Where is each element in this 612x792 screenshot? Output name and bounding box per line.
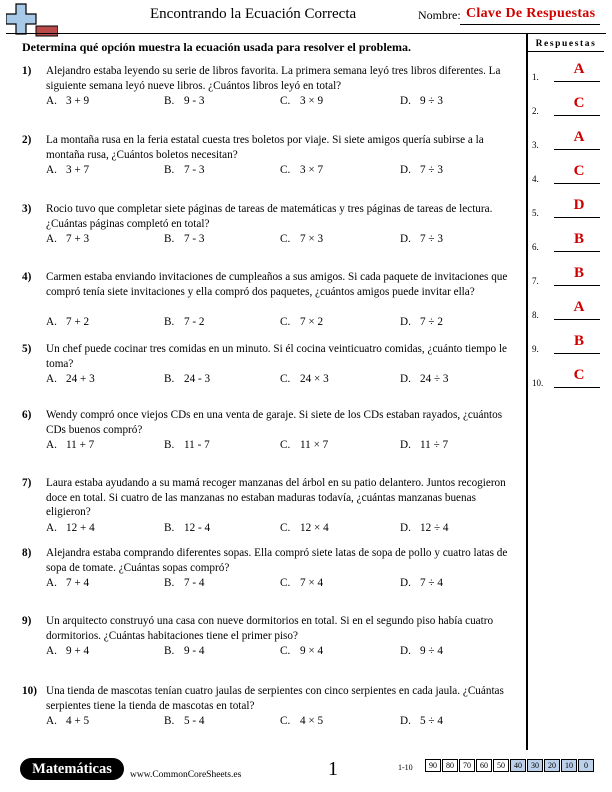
answer-options bbox=[46, 644, 516, 658]
answer-key-title: Respuestas bbox=[535, 39, 597, 49]
answer-row bbox=[532, 194, 602, 220]
answer-option bbox=[164, 372, 210, 387]
answer-blank-line bbox=[554, 149, 600, 150]
question-number: 7) bbox=[22, 477, 32, 489]
question-text: Carmen estaba enviando invitaciones de cumpleaños a sus amigos. Si cada paquete de invitaciones que compró tenía siete invitaciones y ella compró dos paquetes, ¿cuántos amigos puede invitar ella? bbox=[46, 271, 508, 298]
score-cell: 80 bbox=[442, 759, 458, 772]
answer-option bbox=[46, 521, 95, 536]
option-letter: B. bbox=[164, 439, 175, 451]
answer-number: 6. bbox=[532, 242, 539, 252]
option-letter: C. bbox=[280, 233, 291, 245]
answer-option bbox=[280, 644, 323, 659]
answer-blank-line bbox=[554, 319, 600, 320]
answer-options bbox=[46, 372, 516, 386]
answer-options bbox=[46, 521, 516, 535]
option-letter: A. bbox=[46, 439, 57, 451]
option-letter: A. bbox=[46, 715, 57, 727]
option-expression: 24 + 3 bbox=[66, 373, 95, 385]
option-letter: A. bbox=[46, 164, 57, 176]
answer-option bbox=[400, 315, 443, 330]
option-letter: D. bbox=[400, 715, 411, 727]
score-cell: 60 bbox=[476, 759, 492, 772]
answer-option bbox=[400, 372, 449, 387]
answer-letter: B bbox=[573, 333, 584, 349]
answer-key-title-divider bbox=[528, 51, 604, 52]
score-cell: 0 bbox=[578, 759, 594, 772]
option-expression: 3 × 7 bbox=[300, 164, 324, 176]
answer-option bbox=[400, 232, 443, 247]
answer-option bbox=[400, 163, 443, 178]
answer-row bbox=[532, 228, 602, 254]
option-letter: C. bbox=[280, 577, 291, 589]
answer-option bbox=[280, 232, 323, 247]
option-letter: A. bbox=[46, 645, 57, 657]
score-range: 1-10 bbox=[398, 763, 413, 772]
answer-option bbox=[46, 714, 89, 729]
header-divider bbox=[6, 33, 606, 34]
question-number: 3) bbox=[22, 203, 32, 215]
option-expression: 7 ÷ 3 bbox=[420, 233, 443, 245]
option-expression: 9 ÷ 4 bbox=[420, 645, 443, 657]
answer-letter: A bbox=[573, 61, 585, 77]
option-expression: 7 × 2 bbox=[300, 315, 324, 328]
option-expression: 5 ÷ 4 bbox=[420, 715, 443, 727]
option-letter: C. bbox=[280, 439, 291, 451]
option-expression: 7 × 4 bbox=[300, 577, 324, 589]
option-letter: D. bbox=[400, 95, 411, 107]
option-letter: B. bbox=[164, 95, 175, 107]
option-expression: 9 × 4 bbox=[300, 645, 324, 657]
answer-blank-line bbox=[554, 217, 600, 218]
answer-option bbox=[46, 232, 89, 247]
option-letter: A. bbox=[46, 315, 57, 328]
answer-option bbox=[164, 714, 205, 729]
answer-blank-line bbox=[554, 285, 600, 286]
answer-row bbox=[532, 364, 602, 390]
option-letter: C. bbox=[280, 315, 291, 328]
answer-row bbox=[532, 330, 602, 356]
answer-number: 7. bbox=[532, 276, 539, 286]
answer-number: 9. bbox=[532, 344, 539, 354]
option-expression: 7 ÷ 3 bbox=[420, 164, 443, 176]
answer-number: 4. bbox=[532, 174, 539, 184]
answer-option bbox=[280, 714, 323, 729]
question-number: 4) bbox=[22, 271, 32, 283]
option-expression: 11 × 7 bbox=[300, 439, 329, 451]
answer-option bbox=[164, 438, 210, 453]
option-letter: D. bbox=[400, 373, 411, 385]
answer-blank-line bbox=[554, 387, 600, 388]
page-title: Encontrando la Ecuación Correcta bbox=[150, 6, 357, 22]
question-text: Un arquitecto construyó una casa con nueve dormitorios en total. Si en el segundo piso había cuatro dormitorios. ¿Cuántas habitaciones tiene el primer piso? bbox=[46, 615, 494, 642]
answer-letter: A bbox=[573, 129, 585, 145]
option-letter: A. bbox=[46, 233, 57, 245]
option-letter: C. bbox=[280, 164, 291, 176]
option-expression: 7 ÷ 2 bbox=[420, 315, 443, 328]
question-number: 2) bbox=[22, 134, 32, 146]
option-expression: 9 ÷ 3 bbox=[420, 95, 443, 107]
answer-letter: C bbox=[573, 163, 585, 179]
answer-number: 1. bbox=[532, 72, 539, 82]
option-letter: A. bbox=[46, 95, 57, 107]
option-letter: B. bbox=[164, 164, 175, 176]
answer-blank-line bbox=[554, 251, 600, 252]
option-expression: 3 + 9 bbox=[66, 95, 90, 107]
answer-number: 3. bbox=[532, 140, 539, 150]
name-value: Clave De Respuestas bbox=[466, 6, 596, 21]
option-letter: A. bbox=[46, 577, 57, 589]
answer-option bbox=[400, 438, 448, 453]
option-expression: 11 ÷ 7 bbox=[420, 439, 449, 451]
answer-option bbox=[280, 163, 323, 178]
answer-options bbox=[46, 315, 516, 329]
option-expression: 5 - 4 bbox=[184, 715, 205, 727]
option-letter: C. bbox=[280, 521, 291, 534]
option-expression: 24 - 3 bbox=[184, 373, 211, 385]
answer-number: 10. bbox=[532, 378, 544, 388]
option-letter: C. bbox=[280, 373, 291, 385]
option-letter: B. bbox=[164, 521, 175, 534]
answer-option bbox=[400, 644, 443, 659]
question-number: 10) bbox=[22, 685, 37, 697]
answer-option bbox=[46, 372, 95, 387]
answer-blank-line bbox=[554, 353, 600, 354]
option-expression: 7 ÷ 4 bbox=[420, 577, 443, 589]
option-expression: 3 + 7 bbox=[66, 164, 90, 176]
option-letter: C. bbox=[280, 645, 291, 657]
answer-option bbox=[46, 438, 94, 453]
option-expression: 12 - 4 bbox=[184, 521, 211, 534]
answer-options bbox=[46, 714, 516, 728]
score-strip bbox=[424, 759, 594, 771]
option-letter: D. bbox=[400, 233, 411, 245]
answer-blank-line bbox=[554, 115, 600, 116]
answer-option bbox=[280, 438, 328, 453]
option-expression: 3 × 9 bbox=[300, 95, 324, 107]
option-letter: B. bbox=[164, 645, 175, 657]
answer-option bbox=[164, 163, 205, 178]
option-letter: D. bbox=[400, 164, 411, 176]
score-cell: 20 bbox=[544, 759, 560, 772]
answer-number: 5. bbox=[532, 208, 539, 218]
answer-row bbox=[532, 160, 602, 186]
option-letter: B. bbox=[164, 315, 175, 328]
answer-blank-line bbox=[554, 81, 600, 82]
question-text: Wendy compró once viejos CDs en una venta de garaje. Si siete de los CDs estaban rayados, ¿cuántos CDs buenos compró? bbox=[46, 409, 503, 436]
answer-options bbox=[46, 94, 516, 108]
option-expression: 7 + 3 bbox=[66, 233, 90, 245]
question-text: Un chef puede cocinar tres comidas en un minuto. Si él cocina veinticuatro comidas, ¿cuánto tiempo le toma? bbox=[46, 343, 508, 370]
answer-option bbox=[400, 576, 443, 591]
instructions: Determina qué opción muestra la ecuación usada para resolver el problema. bbox=[22, 40, 411, 54]
answer-option bbox=[164, 576, 205, 591]
option-letter: D. bbox=[400, 439, 411, 451]
answer-option bbox=[164, 644, 205, 659]
answer-option bbox=[280, 94, 323, 109]
score-cell: 90 bbox=[425, 759, 441, 772]
option-expression: 7 - 2 bbox=[184, 315, 205, 328]
answer-option bbox=[164, 315, 205, 330]
answer-option bbox=[280, 521, 329, 536]
answer-row bbox=[532, 296, 602, 322]
answer-letter: A bbox=[573, 299, 585, 315]
score-cell: 30 bbox=[527, 759, 543, 772]
brand-badge: Matemáticas bbox=[20, 758, 124, 780]
answer-option bbox=[400, 714, 443, 729]
answer-letter: B bbox=[573, 265, 584, 281]
option-letter: A. bbox=[46, 521, 57, 534]
option-letter: D. bbox=[400, 577, 411, 589]
question-text: Alejandro estaba leyendo su serie de libros favorita. La primera semana leyó tres libros diferentes. La siguiente semana leyó nueve libros. ¿Cuántos libros leyó en total? bbox=[46, 65, 501, 92]
option-expression: 7 × 3 bbox=[300, 233, 324, 245]
answer-number: 2. bbox=[532, 106, 539, 116]
option-expression: 24 × 3 bbox=[300, 373, 329, 385]
answer-option bbox=[400, 94, 443, 109]
question-number: 1) bbox=[22, 65, 32, 77]
question-text: Rocio tuvo que completar siete páginas de tareas de matemáticas y tres páginas de tareas de lectura. ¿Cuántas páginas completó en total? bbox=[46, 203, 493, 230]
option-expression: 4 + 5 bbox=[66, 715, 90, 727]
answer-row bbox=[532, 92, 602, 118]
option-expression: 9 - 3 bbox=[184, 95, 205, 107]
answer-letter: C bbox=[573, 367, 585, 383]
question-text: Una tienda de mascotas tenían cuatro jaulas de serpientes con cinco serpientes en cada jaula. ¿Cuántas serpientes tiene la tienda de mascotas en total? bbox=[46, 685, 504, 712]
answer-option bbox=[164, 232, 205, 247]
answer-options bbox=[46, 576, 516, 590]
option-letter: B. bbox=[164, 233, 175, 245]
option-letter: D. bbox=[400, 521, 411, 534]
option-letter: B. bbox=[164, 715, 175, 727]
answer-options bbox=[46, 438, 516, 452]
question-number: 9) bbox=[22, 615, 32, 627]
option-expression: 11 - 7 bbox=[184, 439, 210, 451]
option-letter: A. bbox=[46, 373, 57, 385]
answer-option bbox=[400, 521, 449, 536]
option-expression: 11 + 7 bbox=[66, 439, 95, 451]
option-letter: B. bbox=[164, 373, 175, 385]
question-number: 5) bbox=[22, 343, 32, 355]
answer-row bbox=[532, 58, 602, 84]
score-cell: 40 bbox=[510, 759, 526, 772]
answer-options bbox=[46, 163, 516, 177]
answer-option bbox=[46, 644, 89, 659]
option-expression: 7 + 2 bbox=[66, 315, 90, 328]
option-letter: C. bbox=[280, 95, 291, 107]
option-letter: D. bbox=[400, 315, 411, 328]
answer-option bbox=[46, 315, 89, 330]
plus-logo-icon bbox=[6, 2, 58, 42]
answer-option bbox=[280, 372, 329, 387]
option-expression: 12 × 4 bbox=[300, 521, 329, 534]
option-expression: 9 - 4 bbox=[184, 645, 205, 657]
score-cell: 10 bbox=[561, 759, 577, 772]
option-letter: C. bbox=[280, 715, 291, 727]
answer-options bbox=[46, 232, 516, 246]
answer-row bbox=[532, 262, 602, 288]
answer-option bbox=[280, 576, 323, 591]
answer-option bbox=[164, 521, 210, 536]
name-label: Nombre: bbox=[418, 8, 461, 22]
option-expression: 7 - 3 bbox=[184, 164, 205, 176]
option-expression: 24 ÷ 3 bbox=[420, 373, 449, 385]
answer-letter: C bbox=[573, 95, 585, 111]
option-expression: 7 - 4 bbox=[184, 577, 205, 589]
question-text: La montaña rusa en la feria estatal cuesta tres boletos por viaje. Si siete amigos quería subirse a la montaña rusa, ¿Cuántos boletos necesitan? bbox=[46, 134, 484, 161]
option-letter: D. bbox=[400, 645, 411, 657]
score-cell: 70 bbox=[459, 759, 475, 772]
site-url: www.CommonCoreSheets.es bbox=[130, 770, 242, 780]
question-number: 6) bbox=[22, 409, 32, 421]
answer-number: 8. bbox=[532, 310, 539, 320]
answer-letter: D bbox=[573, 197, 585, 213]
option-expression: 4 × 5 bbox=[300, 715, 324, 727]
option-expression: 7 + 4 bbox=[66, 577, 90, 589]
answer-option bbox=[164, 94, 205, 109]
option-expression: 9 + 4 bbox=[66, 645, 90, 657]
answer-letter: B bbox=[573, 231, 584, 247]
answer-blank-line bbox=[554, 183, 600, 184]
page-number: 1 bbox=[328, 758, 338, 780]
option-expression: 12 ÷ 4 bbox=[420, 521, 449, 534]
name-underline bbox=[460, 24, 600, 25]
score-cell: 50 bbox=[493, 759, 509, 772]
option-expression: 7 - 3 bbox=[184, 233, 205, 245]
question-text: Laura estaba ayudando a su mamá recoger manzanas del árbol en su patio delantero. Juntos recogieron doce en total. Si cuatro de las manzanas no estaban maduras todavía, ¿cuántas manzanas buenas eligieron? bbox=[46, 477, 506, 518]
answer-option bbox=[46, 576, 89, 591]
answer-option bbox=[46, 163, 89, 178]
question-text: Alejandra estaba comprando diferentes sopas. Ella compró siete latas de sopa de pollo y cuatro latas de sopa de tomate. ¿Cuántas sopas compró? bbox=[46, 547, 508, 574]
answer-option bbox=[46, 94, 89, 109]
option-letter: B. bbox=[164, 577, 175, 589]
question-number: 8) bbox=[22, 547, 32, 559]
option-expression: 12 + 4 bbox=[66, 521, 95, 534]
answer-option bbox=[280, 315, 323, 330]
answer-row bbox=[532, 126, 602, 152]
